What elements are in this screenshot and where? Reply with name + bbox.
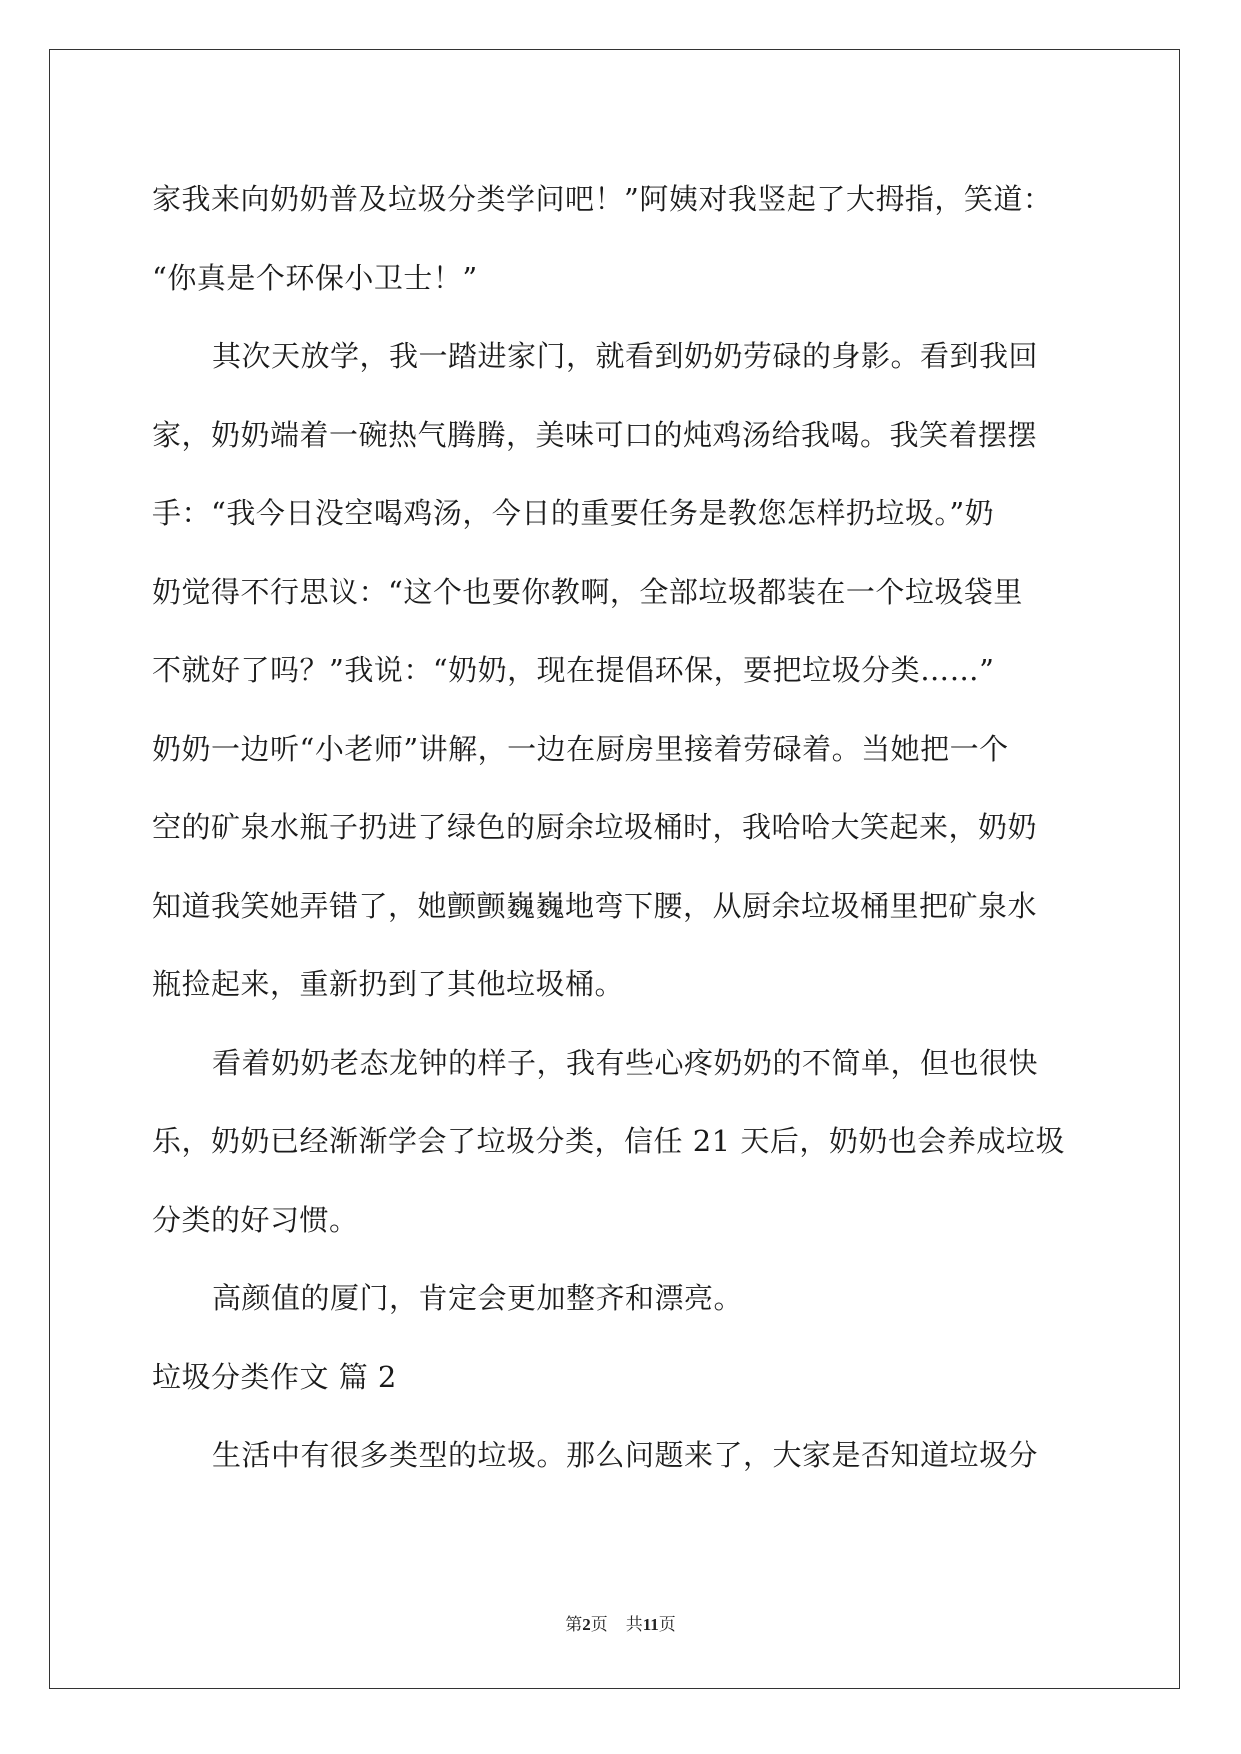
page-number: 2 [582,1615,591,1634]
page-suffix: 页 [590,1615,608,1635]
text-line: 不就好了吗？”我说：“奶奶，现在提倡环保，要把垃圾分类……” [152,653,995,687]
paragraph-start-line: 其次天放学，我一踏进家门，就看到奶奶劳碌的身影。看到我回 [212,339,1039,373]
text-line: 奶觉得不行思议：“这个也要你教啊，全部垃圾都装在一个垃圾袋里 [152,574,1023,609]
total-suffix: 页 [658,1615,676,1635]
paragraph-start-line: 生活中有很多类型的垃圾。那么问题来了，大家是否知道垃圾分 [212,1438,1039,1472]
text-line: 空的矿泉水瓶子扔进了绿色的厨余垃圾桶时，我哈哈大笑起来，奶奶 [152,810,1038,844]
paragraph-start-line: 看着奶奶老态龙钟的样子，我有些心疼奶奶的不简单，但也很快 [212,1045,1039,1080]
text-line: 瓶捡起来，重新扔到了其他垃圾桶。 [152,967,625,1001]
text-line: 家我来向奶奶普及垃圾分类学问吧！”阿姨对我竖起了大拇指，笑道： [152,182,1053,216]
text-line: 手：“我今日没空喝鸡汤，今日的重要任务是教您怎样扔垃圾。”奶 [152,496,995,530]
page-footer [0,1614,1241,1636]
text-line: “你真是个环保小卫士！” [152,260,478,295]
document-body [152,160,1082,1495]
text-line: 奶奶一边听“小老师”讲解，一边在厨房里接着劳碌着。当她把一个 [152,731,1009,766]
text-line: 分类的好习惯。 [152,1202,359,1237]
page-prefix: 第 [565,1615,583,1635]
text-line: 知道我笑她弄错了，她颤颤巍巍地弯下腰，从厨余垃圾桶里把矿泉水 [152,888,1038,923]
paragraph-start-line: 高颜值的厦门，肯定会更加整齐和漂亮。 [212,1281,744,1315]
text-line: 家，奶奶端着一碗热气腾腾，美味可口的炖鸡汤给我喝。我笑着摆摆 [152,417,1038,452]
section-heading: 垃圾分类作文 篇 2 [152,1359,397,1394]
text-line: 乐，奶奶已经渐渐学会了垃圾分类，信任 21 天后，奶奶也会养成垃圾 [152,1124,1065,1158]
total-pages: 11 [642,1615,659,1634]
total-prefix: 共 [625,1615,643,1635]
